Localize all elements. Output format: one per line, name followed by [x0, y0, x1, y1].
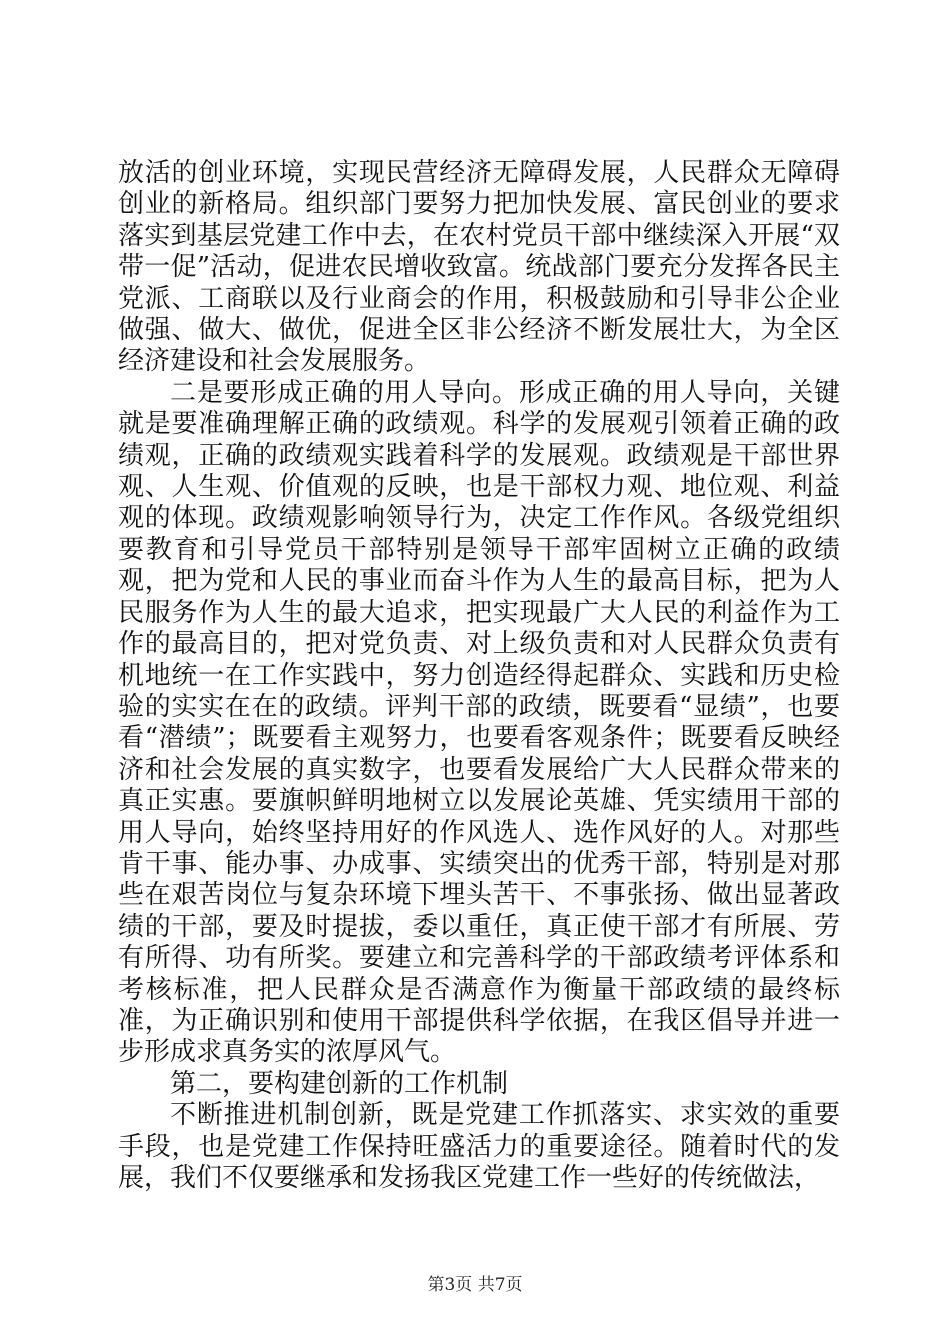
- paragraph-continued: 放活的创业环境，实现民营经济无障碍发展，人民群众无障碍创业的新格局。组织部门要努力把加快发展、富民创业的要求落实到基层党建工作中去，在农村党员干部中继续深入开展“双带一促”活动，促进农民增收致富。统战部门要充分发挥各民主党派、工商联以及行业商会的作用，积极鼓励和引导非公企业做强、做大、做优，促进全区非公经济不断发展壮大，为全区经济建设和社会发展服务。: [118, 158, 840, 377]
- paragraph-mechanism-innovation: 不断推进机制创新，既是党建工作抓落实、求实效的重要手段，也是党建工作保持旺盛活力的重要途径。随着时代的发展，我们不仅要继承和发扬我区党建工作一些好的传统做法，: [118, 1100, 840, 1193]
- paragraph-talent-orientation: 二是要形成正确的用人导向。形成正确的用人导向，关键就是要准确理解正确的政绩观。科学的发展观引领着正确的政绩观，正确的政绩观实践着科学的发展观。政绩观是干部世界观、人生观、价值观的反映，也是干部权力观、地位观、利益观的体现。政绩观影响领导行为，决定工作作风。各级党组织要教育和引导党员干部特别是领导干部牢固树立正确的政绩观，把为党和人民的事业而奋斗作为人生的最高目标，把为人民服务作为人生的最大追求，把实现最广大人民的利益作为工作的最高目的，把对党负责、对上级负责和对人民群众负责有机地统一在工作实践中，努力创造经得起群众、实践和历史检验的实实在在的政绩。评判干部的政绩，既要看“显绩”，也要看“潜绩”；既要看主观努力，也要看客观条件；既要看反映经济和社会发展的真实数字，也要看发展给广大人民群众带来的真正实惠。要旗帜鲜明地树立以发展论英雄、凭实绩用干部的用人导向，始终坚持用好的作风选人、选作风好的人。对那些肯干事、能办事、办成事、实绩突出的优秀干部，特别是对那些在艰苦岗位与复杂环境下埋头苦干、不事张扬、做出显著政绩的干部，要及时提拔，委以重任，真正使干部才有所展、劳有所得、功有所奖。要建立和完善科学的干部政绩考评体系和考核标准，把人民群众是否满意作为衡量干部政绩的最终标准，为正确识别和使用干部提供科学依据，在我区倡导并进一步形成求真务实的浓厚风气。: [118, 377, 840, 1068]
- document-body: [118, 158, 840, 1194]
- page-number-footer: 第3页 共7页: [427, 1275, 523, 1295]
- section-heading: 第二，要构建创新的工作机制: [170, 1068, 509, 1099]
